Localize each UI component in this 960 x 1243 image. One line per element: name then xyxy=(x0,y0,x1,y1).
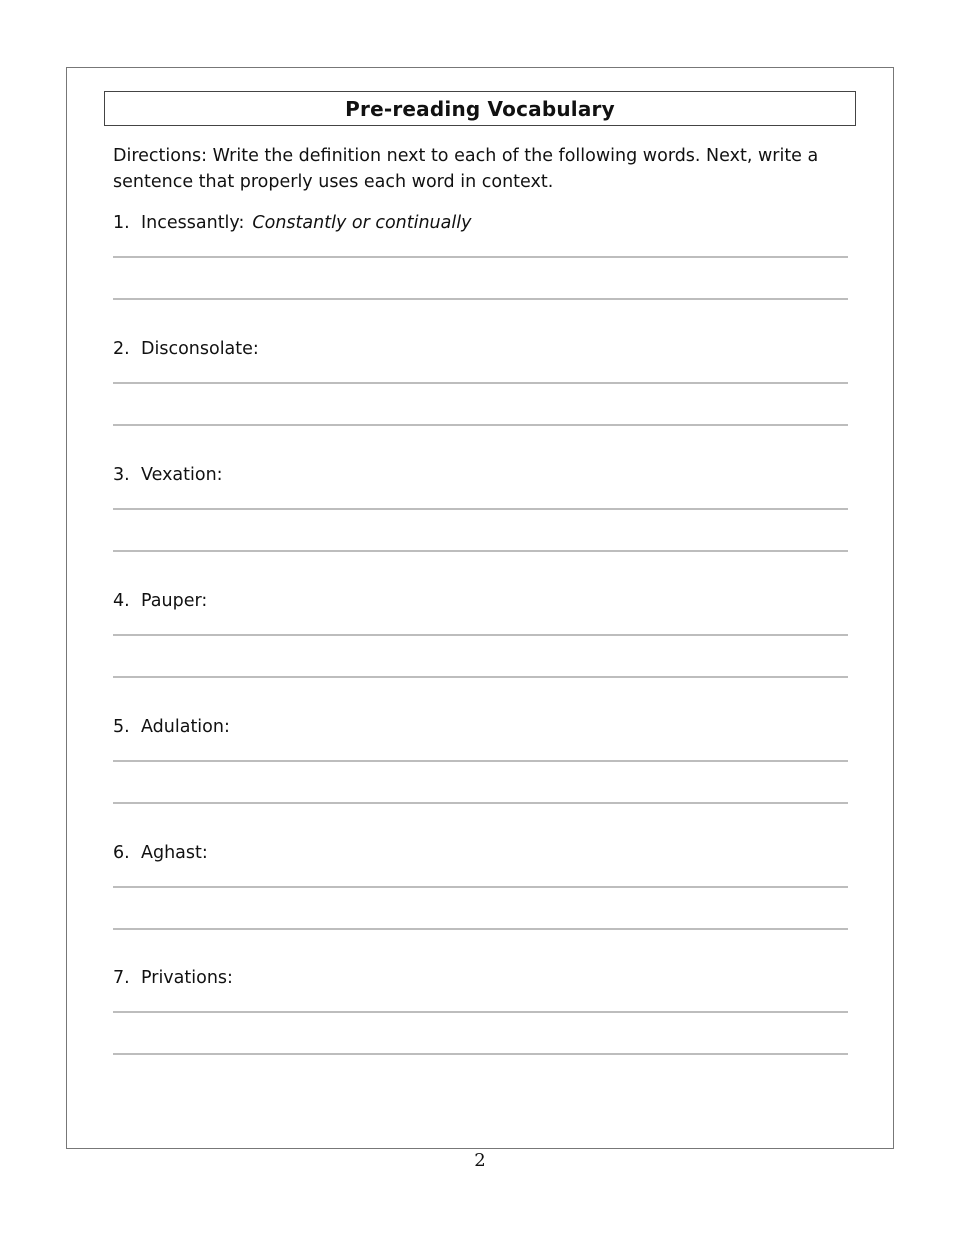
page-title: Pre-reading Vocabulary xyxy=(345,96,615,121)
answer-line[interactable] xyxy=(113,424,848,426)
answer-line[interactable] xyxy=(113,886,848,888)
item-number: 5. xyxy=(113,717,130,737)
directions-text: Directions: Write the definition next to each of the following words. Next, write a sentence that properly uses each word in context. xyxy=(113,146,819,192)
vocab-label xyxy=(113,966,233,990)
answer-line[interactable] xyxy=(113,1011,848,1013)
answer-line[interactable] xyxy=(113,508,848,510)
vocab-word: Incessantly: xyxy=(141,213,245,233)
vocab-item-1 xyxy=(113,211,848,321)
vocab-item-4 xyxy=(113,589,848,699)
item-number: 6. xyxy=(113,843,130,863)
vocab-label xyxy=(113,715,230,739)
vocab-word: Pauper: xyxy=(141,591,208,611)
vocab-item-3 xyxy=(113,463,848,573)
answer-line[interactable] xyxy=(113,256,848,258)
answer-line[interactable] xyxy=(113,802,848,804)
page-number: 2 xyxy=(474,1150,486,1171)
vocab-word: Adulation: xyxy=(141,717,230,737)
answer-line[interactable] xyxy=(113,676,848,678)
answer-line[interactable] xyxy=(113,382,848,384)
item-number: 3. xyxy=(113,465,130,485)
vocab-word: Disconsolate: xyxy=(141,339,259,359)
item-number: 7. xyxy=(113,968,130,988)
answer-line[interactable] xyxy=(113,550,848,552)
vocab-label xyxy=(113,841,208,865)
vocab-item-2 xyxy=(113,337,848,447)
answer-line[interactable] xyxy=(113,634,848,636)
vocab-item-6 xyxy=(113,841,848,951)
vocab-label xyxy=(113,337,259,361)
answer-line[interactable] xyxy=(113,928,848,930)
vocab-label xyxy=(113,589,207,613)
item-number: 1. xyxy=(113,213,130,233)
vocab-label xyxy=(113,463,223,487)
vocab-word: Privations: xyxy=(141,968,233,988)
vocab-item-7 xyxy=(113,966,848,1076)
vocab-label xyxy=(113,211,471,235)
vocab-definition: Constantly or continually xyxy=(252,213,472,233)
item-number: 2. xyxy=(113,339,130,359)
answer-line[interactable] xyxy=(113,298,848,300)
vocab-item-5 xyxy=(113,715,848,825)
title-box xyxy=(104,91,856,126)
answer-line[interactable] xyxy=(113,760,848,762)
answer-line[interactable] xyxy=(113,1053,848,1055)
item-number: 4. xyxy=(113,591,130,611)
vocab-word: Vexation: xyxy=(141,465,223,485)
vocab-word: Aghast: xyxy=(141,843,208,863)
